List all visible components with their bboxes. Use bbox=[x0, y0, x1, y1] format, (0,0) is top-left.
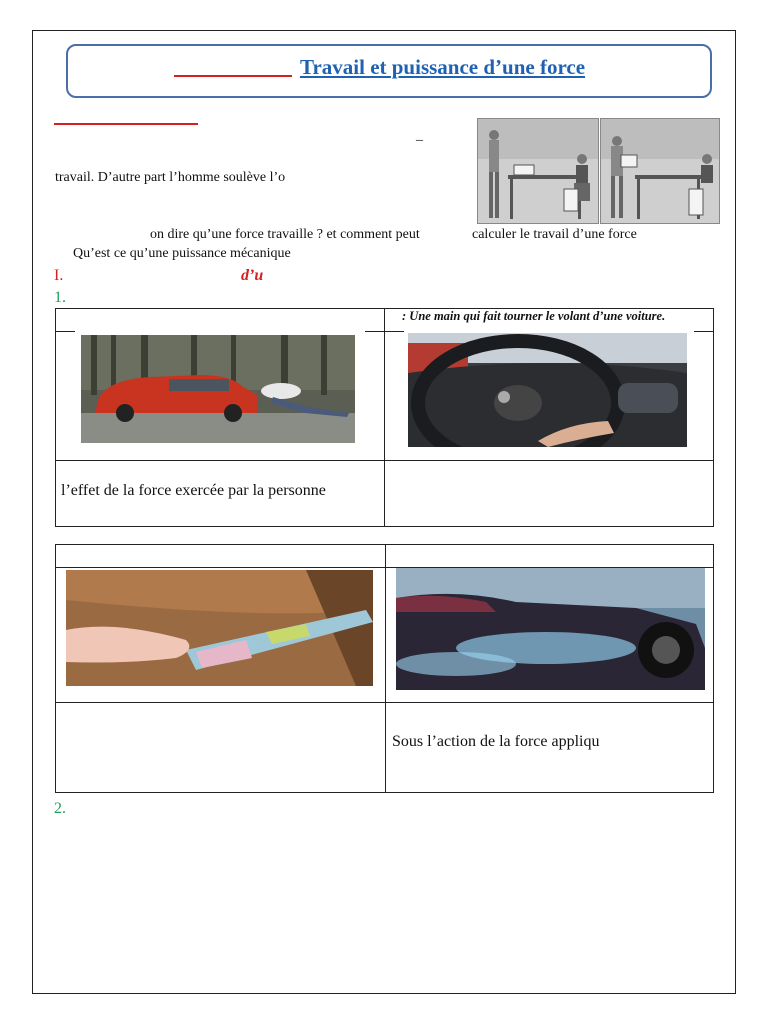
illustration-lifting-2 bbox=[600, 118, 720, 224]
subsection-1-heading: 1. bbox=[54, 289, 66, 306]
intro-line-2b: calculer le travail d’une force bbox=[472, 227, 637, 242]
section-number: I. bbox=[54, 267, 64, 284]
table-2-divider bbox=[385, 544, 386, 793]
title-red-underline bbox=[174, 75, 292, 77]
table-1-divider bbox=[384, 308, 385, 527]
subsection-2-heading: 2. bbox=[54, 800, 66, 817]
photo-hand-steering-wheel bbox=[408, 333, 687, 447]
table-1-tick-right bbox=[694, 331, 714, 332]
intro-line-1: travail. D’autre part l’homme soulève l’o bbox=[55, 170, 286, 185]
table-2-right-result: Sous l’action de la force appliqu bbox=[392, 733, 600, 750]
intro-line-2a: on dire qu’une force travaille ? et comment peut bbox=[150, 227, 420, 242]
photo-man-pushing-car bbox=[81, 335, 355, 443]
intro-line-3: Qu’est ce qu’une puissance mécanique bbox=[73, 246, 291, 261]
table-2-row-divider bbox=[55, 702, 714, 703]
section-title-fragment: d’u bbox=[241, 267, 264, 284]
table-1-tick-left bbox=[55, 331, 75, 332]
table-1-right-caption: : Une main qui fait tourner le volant d’une voiture. bbox=[402, 309, 666, 323]
intro-red-underline bbox=[54, 123, 198, 125]
page-title: Travail et puissance d’une force bbox=[300, 55, 586, 79]
illustration-lifting-1 bbox=[477, 118, 599, 224]
table-1-tick-mid2 bbox=[384, 331, 404, 332]
photo-racing-car bbox=[396, 568, 705, 690]
table-1-left-result: l’effet de la force exercée par la personne bbox=[61, 482, 326, 499]
table-1-tick-mid bbox=[365, 331, 384, 332]
intro-dash: _ bbox=[416, 128, 423, 143]
photo-hand-bending-ruler bbox=[66, 570, 373, 686]
table-1-row-divider bbox=[55, 460, 714, 461]
